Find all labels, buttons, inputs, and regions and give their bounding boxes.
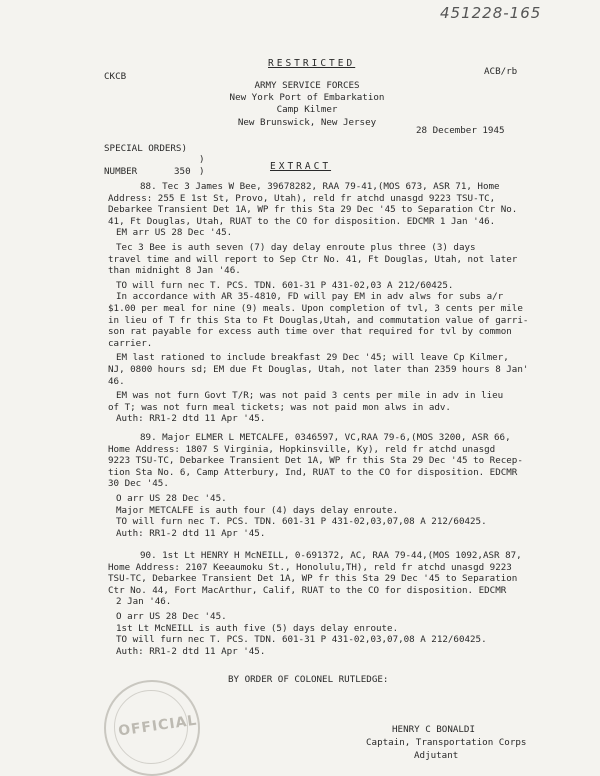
reference-code: ACB/rb xyxy=(484,66,518,77)
p89-line: 9223 TSU-TC, Debarkee Transient Det 1A, WP fr this Sta 29 Dec '45 to Recep- xyxy=(108,455,523,467)
p88-line: Tec 3 Bee is auth seven (7) day delay enroute plus three (3) days xyxy=(116,241,476,253)
p89-line: Home Address: 1807 S Virginia, Hopkinsville, Ky), reld fr atchd unasgd xyxy=(108,443,496,455)
org-line-1: ARMY SERVICE FORCES xyxy=(254,80,360,91)
p90-line: Ctr No. 44, Fort MacArthur, Calif, RUAT to the CO for disposition. EDCMR xyxy=(108,584,507,596)
order-number: 350 xyxy=(174,166,191,177)
p89-line: Auth: RR1-2 dtd 11 Apr '45. xyxy=(116,527,266,539)
p89-line: O arr US 28 Dec '45. xyxy=(116,492,227,504)
extract-heading: EXTRACT xyxy=(270,161,332,172)
p88-line: Address: 255 E 1st St, Provo, Utah), reld fr atchd unasgd 9223 TSU-TC, xyxy=(108,192,496,204)
p90-line: Auth: RR1-2 dtd 11 Apr '45. xyxy=(116,645,266,657)
p88-line: carrier. xyxy=(108,337,153,349)
p88-line: 88. Tec 3 James W Bee, 39678282, RAA 79-41,(MOS 673, ASR 71, Home xyxy=(140,181,500,192)
org-line-2: New York Port of Embarkation xyxy=(229,92,385,103)
p89-line: tion Sta No. 6, Camp Atterbury, Ind, RUAT to the CO for disposition. EDCMR xyxy=(108,466,518,478)
p88-line: NJ, 0800 hours sd; EM due Ft Douglas, Utah, not later than 2359 hours 8 Jan' xyxy=(108,363,529,375)
official-stamp xyxy=(104,680,200,776)
classification-heading: RESTRICTED xyxy=(268,58,356,69)
p88-line: Debarkee Transient Det 1A, WP fr this Sta 29 Dec '45 to Separation Ctr No. xyxy=(108,204,518,216)
p88-line: EM was not furn Govt T/R; was not paid 3 cents per mile in adv in lieu xyxy=(116,390,504,402)
by-order-line: BY ORDER OF COLONEL RUTLEDGE: xyxy=(228,674,389,685)
p90-line: 2 Jan '46. xyxy=(116,596,172,608)
signer-name: HENRY C BONALDI xyxy=(392,724,475,735)
p89-line: 30 Dec '45. xyxy=(108,478,169,490)
p90-line: Home Address: 2107 Keeaumoku St., Honolulu,TH), reld fr atchd unasgd 9223 xyxy=(108,561,512,573)
p88-line: Auth: RR1-2 dtd 11 Apr '45. xyxy=(116,413,266,425)
signer-title: Captain, Transportation Corps xyxy=(366,737,527,748)
signer-role: Adjutant xyxy=(414,750,459,761)
p88-line: EM last rationed to include breakfast 29 Dec '45; will leave Cp Kilmer, xyxy=(116,352,509,364)
stamp-word: OFFICIAL xyxy=(117,712,199,740)
p88-line: 41, Ft Douglas, Utah, RUAT to the CO for disposition. EDCMR 1 Jan '46. xyxy=(108,215,496,227)
paragraph-89 xyxy=(108,432,558,539)
p88-line: of T; was not furn meal tickets; was not paid mon alws in adv. xyxy=(108,401,451,413)
document-date: 28 December 1945 xyxy=(416,125,505,136)
p90-line: 1st Lt McNEILL is auth five (5) days delay enroute. xyxy=(116,622,399,634)
paragraph-88 xyxy=(108,181,558,425)
p89-line: 89. Major ELMER L METCALFE, 0346597, VC,RAA 79-6,(MOS 3200, ASR 66, xyxy=(140,432,511,443)
p88-line: TO will furn nec T. PCS. TDN. 601-31 P 431-02,03 A 212/60425. xyxy=(116,279,454,291)
number-label: NUMBER xyxy=(104,166,138,177)
special-orders-label: SPECIAL ORDERS) xyxy=(104,143,187,154)
p88-line: travel time and will report to Sep Ctr No. 41, Ft Douglas, Utah, not later xyxy=(108,253,518,265)
org-line-4: New Brunswick, New Jersey xyxy=(237,117,377,128)
p88-line: EM arr US 28 Dec '45. xyxy=(116,227,233,239)
p88-line: In accordance with AR 35-4810, FD will pay EM in adv alws for subs a/r xyxy=(116,291,504,303)
p88-line: $1.00 per meal for nine (9) meals. Upon completion of tvl, 3 cents per mile xyxy=(108,302,523,314)
p88-line: 46. xyxy=(108,375,125,387)
p90-line: TSU-TC, Debarkee Transient Det 1A, WP fr this Sta 29 Dec '45 to Separation xyxy=(108,573,518,585)
document-number: 451228-165 xyxy=(440,4,542,22)
org-line-3: Camp Kilmer xyxy=(276,104,338,115)
office-code: CKCB xyxy=(104,71,127,82)
p90-line: O arr US 28 Dec '45. xyxy=(116,610,227,622)
p88-line: than midnight 8 Jan '46. xyxy=(108,265,241,277)
p88-line: son rat payable for excess auth time over that required for tvl by common xyxy=(108,326,512,338)
brace-glyph: ) ) xyxy=(199,154,205,177)
paragraph-90 xyxy=(108,550,558,657)
p89-line: Major METCALFE is auth four (4) days delay enroute. xyxy=(116,504,399,516)
p90-line: TO will furn nec T. PCS. TDN. 601-31 P 431-02,03,07,08 A 212/60425. xyxy=(116,634,487,646)
p90-line: 90. 1st Lt HENRY H McNEILL, 0-691372, AC, RAA 79-44,(MOS 1092,ASR 87, xyxy=(140,550,522,561)
p89-line: TO will furn nec T. PCS. TDN. 601-31 P 431-02,03,07,08 A 212/60425. xyxy=(116,516,487,528)
p88-line: in lieu of T fr this Sta to Ft Douglas,Utah, and commutation value of garri- xyxy=(108,314,529,326)
